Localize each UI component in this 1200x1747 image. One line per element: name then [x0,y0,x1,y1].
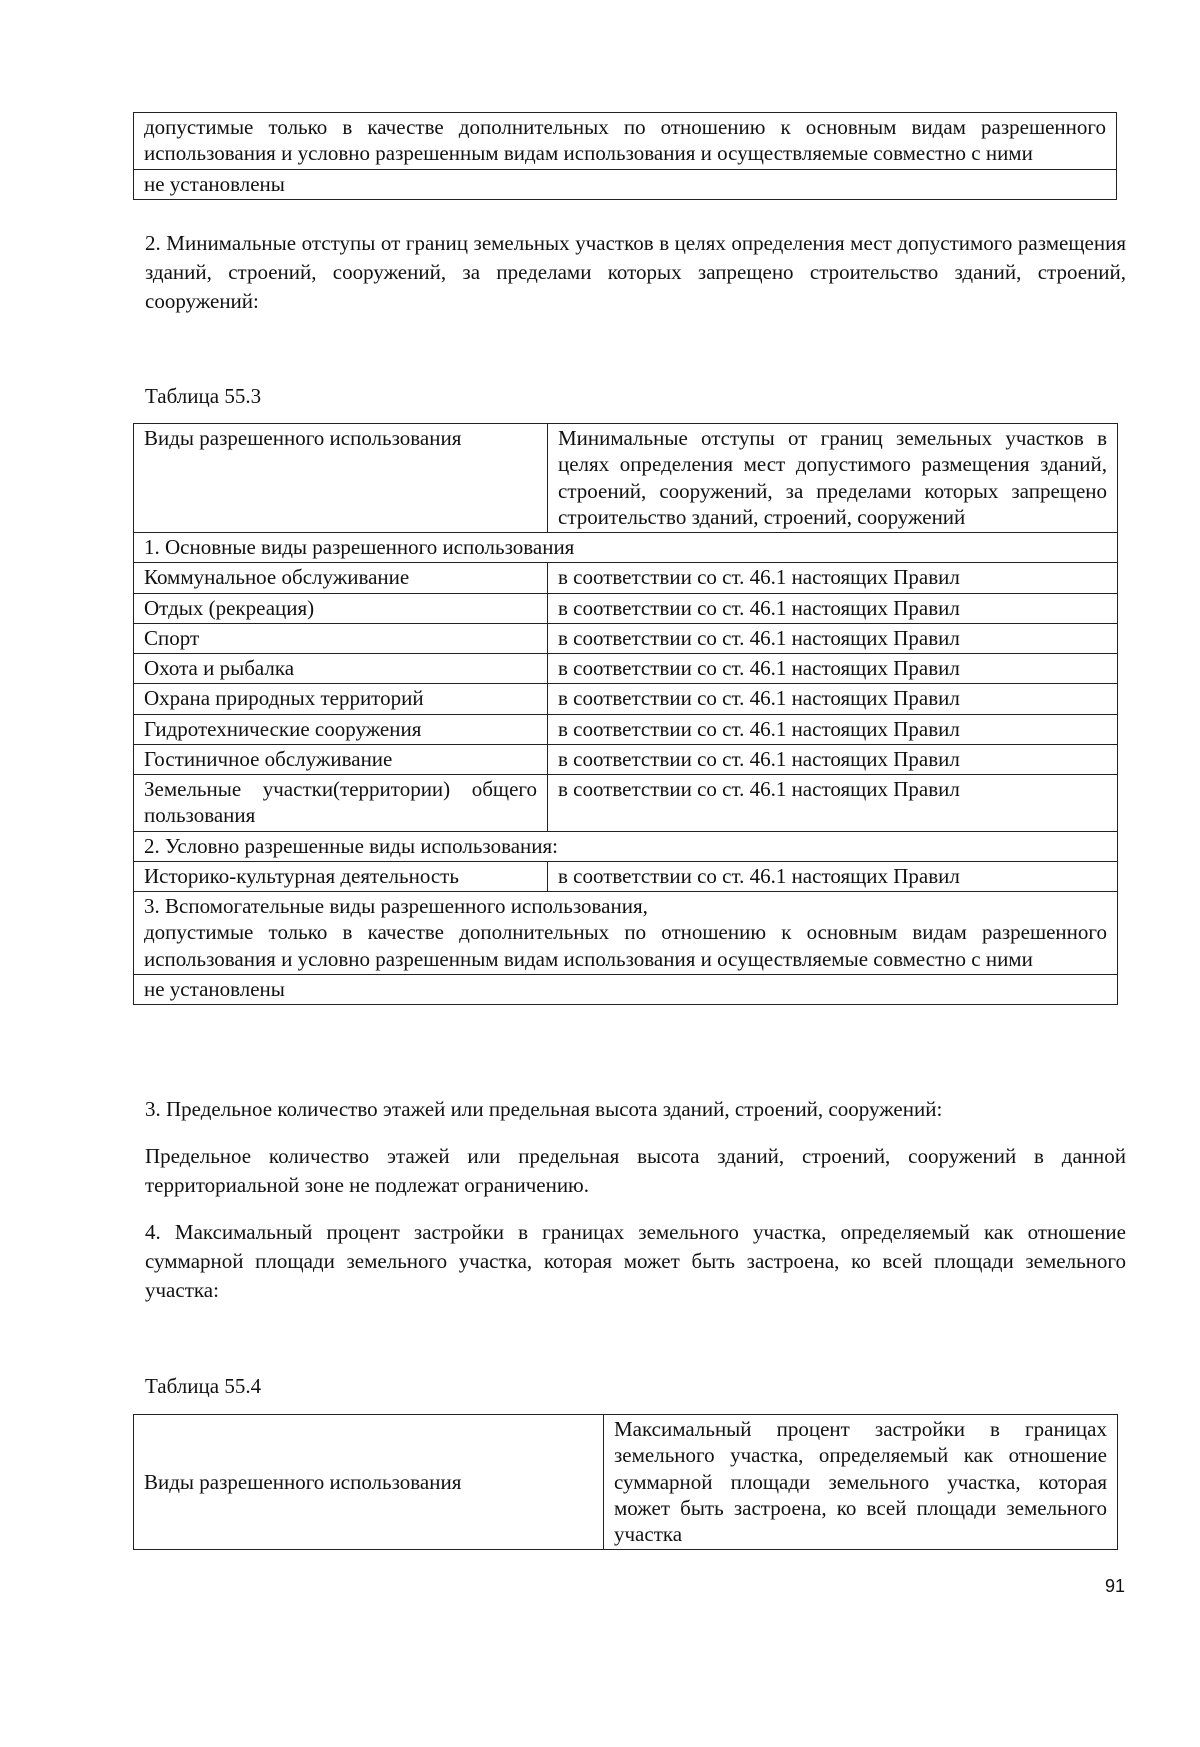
table-row [134,654,1118,684]
header-cell-use-types: Виды разрешенного использования [134,1415,604,1550]
setback-value-cell: в соответствии со ст. 46.1 настоящих Правил [548,684,1118,714]
use-type-cell: Земельные участки(территории) общего пользования [134,775,548,832]
section-3-text: допустимые только в качестве дополнительных по отношению к основным видам разрешенного использования и условно разрешенным видам использования и осуществляемые совместно с ними [144,920,1107,971]
table-row [134,623,1118,653]
table-row [134,593,1118,623]
table-row [134,563,1118,593]
section-3-heading: 3. Предельное количество этажей или предельная высота зданий, строений, сооружений: [145,1097,943,1121]
use-type-cell: Спорт [134,623,548,653]
table-55-4-caption: Таблица 55.4 [145,1374,262,1398]
setback-value-cell: в соответствии со ст. 46.1 настоящих Правил [548,654,1118,684]
section-2-paragraph: 2. Минимальные отступы от границ земельных участков в целях определения мест допустимого размещения зданий, строений, сооружений, за пределами которых запрещено строительство зданий, строений, сооружений: [145,231,1126,313]
section-4-paragraph: 4. Максимальный процент застройки в границах земельного участка, определяемый как отношение суммарной площади земельного участка, которая может быть застроена, ко всей площади земельного участка: [145,1220,1126,1302]
header-cell-min-setbacks: Минимальные отступы от границ земельных участков в целях определения мест допустимого размещения зданий, строений, сооружений, за пределами которых запрещено строительство зданий, строений, сооружений [548,424,1118,533]
setback-value-cell: в соответствии со ст. 46.1 настоящих Правил [548,563,1118,593]
table-row [134,113,1117,170]
conditional-uses-rows [134,861,1118,891]
setback-value-cell: в соответствии со ст. 46.1 настоящих Правил [548,861,1118,891]
section-3-title: 3. Вспомогательные виды разрешенного использования, [144,894,648,918]
table-row [134,861,1118,891]
none-established-text: не установлены [134,974,1118,1004]
section-row [134,533,1118,563]
none-established-text: не установлены [134,169,1117,199]
section-1-title: 1. Основные виды разрешенного использования [134,533,1118,563]
setback-value-cell: в соответствии со ст. 46.1 настоящих Правил [548,775,1118,832]
main-uses-rows [134,563,1118,831]
table-55-3 [133,423,1118,1005]
page-number: 91 [1104,1576,1125,1596]
table-row [134,974,1118,1004]
table-row [134,744,1118,774]
section-row [134,831,1118,861]
table-55-3-caption: Таблица 55.3 [145,384,262,408]
use-type-cell: Коммунальное обслуживание [134,563,548,593]
use-type-cell: Историко-культурная деятельность [134,861,548,891]
use-type-cell: Отдых (рекреация) [134,593,548,623]
table-header-row [134,424,1118,533]
header-cell-use-types: Виды разрешенного использования [134,424,548,533]
setback-value-cell: в соответствии со ст. 46.1 настоящих Правил [548,593,1118,623]
setback-value-cell: в соответствии со ст. 46.1 настоящих Правил [548,744,1118,774]
section-3-paragraph: Предельное количество этажей или предельная высота зданий, строений, сооружений в данной территориальной зоне не подлежат ограничению. [145,1144,1126,1197]
table-row [134,684,1118,714]
use-type-cell: Гостиничное обслуживание [134,744,548,774]
use-type-cell: Охрана природных территорий [134,684,548,714]
use-type-cell: Охота и рыбалка [134,654,548,684]
aux-uses-text: допустимые только в качестве дополнительных по отношению к основным видам разрешенного использования и условно разрешенным видам использования и осуществляемые совместно с ними [134,113,1117,170]
table-row [134,169,1117,199]
table-header-row [134,1415,1118,1550]
section-2-title: 2. Условно разрешенные виды использования: [134,831,1118,861]
setback-value-cell: в соответствии со ст. 46.1 настоящих Правил [548,714,1118,744]
table-55-4 [133,1414,1118,1550]
section-row [134,892,1118,975]
section-3-cell [134,892,1118,975]
header-cell-max-coverage: Максимальный процент застройки в границах земельного участка, определяемый как отношение суммарной площади земельного участка, которая может быть застроена, ко всей площади земельного участка [604,1415,1118,1550]
table-row [134,714,1118,744]
use-type-cell: Гидротехнические сооружения [134,714,548,744]
top-continuation-table [133,112,1117,200]
table-row [134,775,1118,832]
setback-value-cell: в соответствии со ст. 46.1 настоящих Правил [548,623,1118,653]
